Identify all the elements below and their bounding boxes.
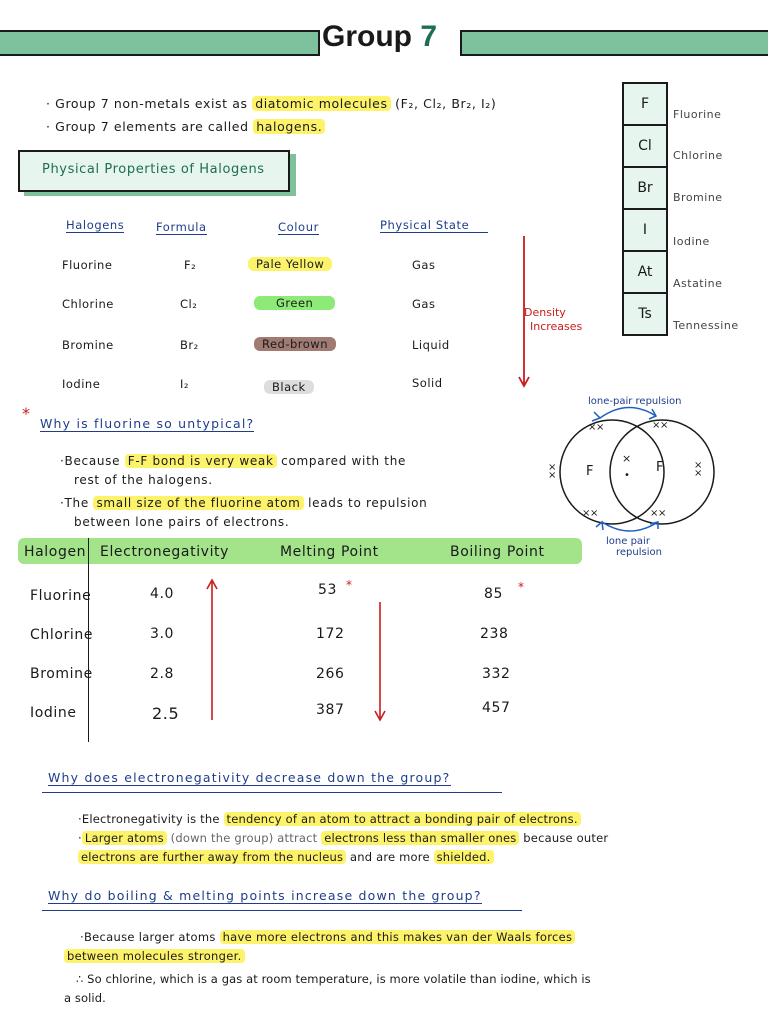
en-row-name: Iodine — [30, 705, 77, 721]
mp-star: * — [346, 578, 352, 592]
title-bar-right — [460, 30, 768, 56]
element-symbol: Br — [624, 168, 666, 210]
en-question: Why does electronegativity decrease down the group? — [48, 770, 451, 785]
en-row-name: Fluorine — [30, 588, 92, 604]
pp-formula: I₂ — [180, 377, 190, 391]
top-repulsion-arrow — [600, 407, 656, 418]
pp-header-halogens: Halogens — [66, 218, 125, 232]
pp-colour: Red-brown — [254, 337, 336, 351]
pp-colour: Black — [264, 380, 314, 394]
en-row-mp: 53 — [318, 582, 338, 598]
pp-name: Bromine — [62, 338, 114, 352]
physical-properties-title: Physical Properties of Halogens — [42, 162, 265, 177]
element-name: Astatine — [673, 277, 723, 290]
bp-question: Why do boiling & melting points increase down the group? — [48, 888, 482, 903]
en-row-en: 4.0 — [150, 586, 175, 602]
pp-state: Gas — [412, 297, 436, 311]
en-row-bp: 238 — [480, 626, 509, 642]
en-row-en: 2.5 — [152, 704, 180, 723]
element-name: Chlorine — [673, 149, 723, 162]
intro-line-2: · Group 7 elements are called halogens. — [46, 119, 325, 134]
pp-name: Iodine — [62, 377, 101, 391]
en-row-en: 2.8 — [150, 666, 175, 682]
fluorine-bullet-1: ·Because F-F bond is very weak compared with the rest of the halogens. — [60, 454, 407, 487]
pp-name: Fluorine — [62, 258, 113, 272]
pp-formula: Br₂ — [180, 338, 199, 352]
en-paragraph: ·Electronegativity is the tendency of an atom to attract a bonding pair of electrons. · Larger atoms (down the group) attract electrons less than smaller ones because outer electrons are further away from the nucleus and are more shielded. — [78, 812, 609, 864]
diagram-label-bottom: lone pair repulsion — [606, 536, 662, 558]
physical-properties-heading — [18, 150, 290, 192]
atom-circle-left — [560, 420, 664, 524]
bp-paragraph: ·Because larger atoms have more electrons and this makes van der Waals forces between molecules stronger. — [64, 928, 575, 966]
bp-conclusion: ∴ So chlorine, which is a gas at room temperature, is more volatile than iodine, which is a solid. — [64, 972, 591, 1005]
density-label: Density Increases — [524, 306, 583, 333]
element-symbol: At — [624, 252, 666, 294]
atom-label-right: F — [656, 460, 664, 475]
en-header-electronegativity: Electronegativity — [100, 544, 230, 560]
fluorine-question: Why is fluorine so untypical? — [40, 416, 255, 431]
en-row-mp: 172 — [316, 626, 345, 642]
mp-increase-arrow — [370, 600, 390, 724]
element-name: Tennessine — [673, 319, 739, 332]
pp-name: Chlorine — [62, 297, 114, 311]
atom-label-left: F — [586, 464, 594, 479]
element-name: Iodine — [673, 235, 710, 248]
fluorine-bullet-2: ·The small size of the fluorine atom leads to repulsion between lone pairs of electrons. — [60, 496, 428, 529]
element-name: Fluorine — [673, 108, 722, 121]
title-number: 7 — [420, 20, 438, 53]
pp-header-state: Physical State — [380, 218, 488, 233]
en-row-mp: 387 — [316, 702, 345, 718]
en-header-melting-point: Melting Point — [280, 544, 379, 560]
en-row-name: Chlorine — [30, 627, 94, 643]
pp-colour: Green — [254, 296, 335, 310]
title-word: Group — [322, 20, 412, 53]
title-bar-left — [0, 30, 320, 56]
pp-header-formula: Formula — [156, 220, 207, 234]
en-header-boiling-point: Boiling Point — [450, 544, 545, 560]
element-name: Bromine — [673, 191, 723, 204]
pp-state: Solid — [412, 376, 443, 390]
pp-state: Liquid — [412, 338, 450, 352]
shared-electron-dot: • — [624, 470, 630, 481]
en-row-bp: 332 — [482, 666, 511, 682]
pp-formula: Cl₂ — [180, 297, 198, 311]
en-increase-arrow — [202, 578, 222, 724]
en-question-rule — [42, 792, 502, 793]
en-row-bp: 85 — [484, 586, 504, 602]
pp-colour: Pale Yellow — [248, 257, 332, 271]
pp-state: Gas — [412, 258, 436, 272]
element-symbol: F — [624, 84, 666, 126]
en-header-halogen: Halogen — [24, 544, 87, 560]
element-stack — [622, 82, 668, 336]
diagram-label-top: lone-pair repulsion — [588, 396, 682, 407]
pp-header-colour: Colour — [278, 220, 319, 234]
element-symbol: Cl — [624, 126, 666, 168]
pp-formula: F₂ — [184, 258, 197, 272]
en-row-bp: 457 — [482, 700, 511, 716]
en-row-name: Bromine — [30, 666, 93, 682]
bp-question-rule — [42, 910, 522, 911]
fluorine-star: * — [22, 404, 30, 423]
page-title — [322, 20, 437, 54]
bp-star: * — [518, 580, 524, 594]
element-symbol: I — [624, 210, 666, 252]
en-row-en: 3.0 — [150, 626, 175, 642]
shared-electron-x: × — [622, 452, 632, 465]
intro-line-1: · Group 7 non-metals exist as diatomic molecules (F₂, Cl₂, Br₂, I₂) — [46, 96, 497, 111]
element-symbol: Ts — [638, 306, 652, 322]
en-row-mp: 266 — [316, 666, 345, 682]
